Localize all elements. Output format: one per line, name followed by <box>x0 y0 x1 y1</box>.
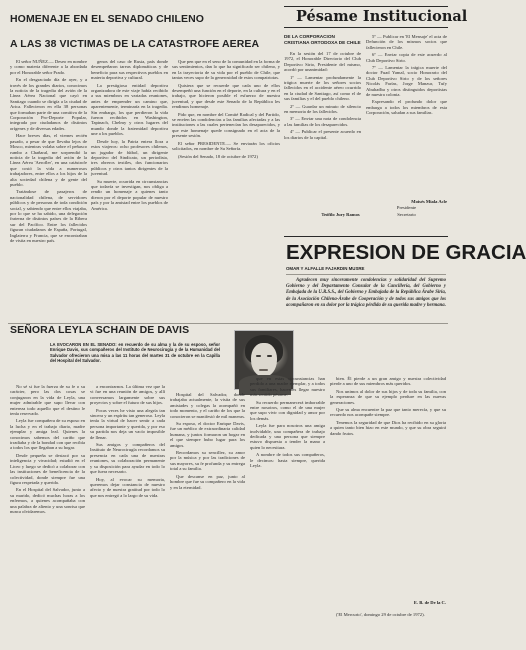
pesame-title: Pésame Institucional <box>296 8 468 25</box>
gracias-title: EXPRESION DE GRACIA <box>286 241 526 264</box>
divider <box>284 236 448 237</box>
pesame-signer-1-role: Presidente <box>396 205 417 210</box>
paragraph: 3º — Enviar una nota de condolencia a las familias de los desaparecidos. <box>284 116 361 127</box>
paragraph: bien. Él pierde a un gran amigo y nuestra colectividad pierde a uno de sus miembros más queridos. <box>330 376 446 387</box>
divider <box>284 27 448 28</box>
paragraph: Agradecen muy sinceramente condolencias y solidaridad del Supremo Gobierno y del Departamento Consular de la Cancillería, del Gobierno y Embajada de la U.R.S.S., del Gobierno y Embajada de la República Árabe Siria, de la Asociación Chilena-Árabe de Cooperación y de todos sus amigos que los acompañaron en su dolor por la trágica pérdida de su querida madre y hermana. <box>286 278 446 308</box>
paragraph: En el Hospital del Salvador, junto a su marido, dedicó muchas horas a los enfermos, a quienes acompañaba con una palabra de aliento y una sonrisa que nunca olvidaremos. <box>10 487 85 514</box>
paragraph: En la sesión del 17 de octubre de 1972, el Honorable Directorio del Club Deportivo Sirio, Presidente del mismo, acordó por unanimidad: <box>284 51 361 73</box>
gracias-from: OMAR Y ALFALLE FAJARDIN MUSRE <box>286 266 365 271</box>
divider <box>286 274 446 275</box>
pesame-org-header: DE LA CORPORACION CRISTIANA ORTODOXA DE CHILE <box>284 34 361 45</box>
paragraph: Desde hoy, la Patria entera llora a estos viajeros: ocho profesores chilenos, un jugador de fútbol, un dirigente deportivo del Sindicato, un periodista, tres obreros textiles, dos funcionarios públicos y otros tantos dirigentes de la juventud. <box>91 138 168 177</box>
senado-headline: A LAS 38 VICTIMAS DE LA CATASTROFE AEREA <box>10 38 260 50</box>
pesame-signer-2-role: Secretario <box>397 212 416 217</box>
paragraph: Que pen que en el seno de la comunidad en la forma de sus sentimientos, dan lo que ha significado ser chileno, y en la trayectoria de su vida por el pueblo de Chile, que tantas veces supo de la generosidad de estos compatriotas. <box>172 59 280 81</box>
leyla-column-2 <box>90 384 165 640</box>
paragraph: Tratándose de pasajeros de nacionalidad chilena, de servidores públicos y de personas de toda condición social, y sabiendo que entre ellos viajaba, por lo que se ha sabido, una delegación fraterna de distintos países de la Ribera sur del Pacífico. Entre los fallecidos figuran ciudadanos de España, Portugal, Inglaterra y Francia, que se encontraban de visita en nuestro país. <box>10 189 87 243</box>
paragraph: No sé si fue la fuerza de su fe o su carácter, pero las dos cosas se conjugaron en la vida de Leyla, una mujer admirable que supo llevar con entereza todo aquello que el destino le tenía reservado. <box>10 384 85 417</box>
paragraph: que en estas circunstancias han perdido a una madre ejemplar, y a todos sus familiares, hacemos llegar nuestro más sentido pésame. <box>250 376 325 398</box>
paragraph: 4º — Publicar el presente acuerdo en los diarios de la capital. <box>284 129 361 140</box>
paragraph: Nos unimos al dolor de sus hijos y de toda su familia, con la esperanza de que su ejemplo perdure en las nuevas generaciones. <box>330 388 446 405</box>
paragraph: Tenemos la seguridad de que Dios ha recibido en su gloria a quien tanto bien hizo en este mundo, y que su obra seguirá dando frutos. <box>330 419 446 436</box>
leyla-signer-note <box>330 612 446 626</box>
paragraph: Su esposo, el doctor Enrique Davis, fue un médico de extraordinaria calidad humana, y juntos formaron un hogar en el que siempre hubo lugar para los amigos. <box>170 421 245 448</box>
portrait-face <box>251 343 277 377</box>
paragraph: Hoy, al evocar su memoria, queremos dejar constancia de nuestro afecto y de nuestra gratitud por todo lo que nos entregó a lo largo de su vida. <box>90 476 165 498</box>
leyla-column-3 <box>170 392 245 640</box>
paragraph: Que su alma encuentre la paz que tanto merecía, y que su recuerdo nos acompañe siempre. <box>330 407 446 418</box>
paragraph: En el desgraciado día de ayer, y a través de los grandes diarios, conocimos la noticia de la tragedia del avión de la Línea Aérea Nacional que cayó en Santiago cuando se dirigía a la ciudad de Arica. Fallecieron en ella 38 personas que formaban parte de una comitiva de la Corporación Pro-Deporte Popular, integrada por ciudadanos de distintos orígenes y de diversas edades. <box>10 77 87 131</box>
senado-kicker: HOMENAJE EN EL SENADO CHILENO <box>10 13 205 25</box>
paragraph: Leyla fue compañera de su esposo en la lucha y en el trabajo diario, madre ejemplar y amiga leal. Quienes la conocimos sabemos del cariño que irradiaba y de la bondad con que recibía a todos los que llegaban a su hogar. <box>10 418 85 451</box>
paragraph: Pido que, en nombre del Comité Radical y del Partido, se envíen las condolencias a las familias afectadas y a las instituciones a las cuales pertenecían los desaparecidos, y que este homenaje quede consignado en el acta de la presente sesión. <box>172 111 280 139</box>
paragraph: 5º — Publicar en 'El Mensaje' el acta de Defunción de los mismos socios que fallecieron en Chile. <box>366 34 447 50</box>
leyla-column-5 <box>330 376 446 596</box>
leyla-signer: E. B. de De la C. <box>413 600 446 605</box>
pesame-column-1 <box>284 51 361 237</box>
senado-column-2 <box>91 59 168 317</box>
senado-column-1 <box>10 59 87 317</box>
paragraph: Pocas veces he visto una alegría tan sincera y un espíritu tan generoso. Leyla tenía la virtud de hacer sentir a cada persona importante y querida, y por eso su partida nos deja un vacío imposible de llenar. <box>90 407 165 440</box>
paragraph: ('El Mercurio', domingo 29 de octubre de 1972). <box>336 612 425 617</box>
paragraph: Recordamos su sencillez, su amor por la música y por las tradiciones de sus mayores, su fe profunda y su entrega total a su familia. <box>170 450 245 472</box>
senado-column-3 <box>172 59 280 317</box>
paragraph: Su recuerdo permanecerá imborrable entre nosotros, como el de una mujer que supo vivir con dignidad y amor por los demás. <box>250 399 325 421</box>
paragraph: Leyla fue para nosotros una amiga inolvidable, una compañera de trabajo dedicada y una persona que siempre estuvo dispuesta a tender la mano a quien lo necesitara. <box>250 423 325 450</box>
portrait-eye <box>267 355 272 357</box>
portrait-mouth <box>259 369 268 371</box>
paragraph: a encontrarnos. La última vez que la vi fue en una reunión de amigos, y allí conversamos largamente sobre sus proyectos y sobre el futuro de sus hijos. <box>90 384 165 406</box>
paragraph: (Sesión del Senado, 18 de octubre de 1972) <box>178 153 258 159</box>
paragraph: El señor PRESIDENTE.— Se enviarán los oficios solicitados, en nombre de Su Señoría. <box>172 140 280 152</box>
pesame-signer-1: Moisés Miala Acle <box>411 199 447 204</box>
portrait-eye <box>256 355 261 357</box>
paragraph: Desde pequeña se destacó por su inteligencia y vivacidad; estudió en el Liceo y luego se dedicó a colaborar con las instituciones de beneficencia de la colectividad, donde siempre fue una figura respetada y querida. <box>10 452 85 485</box>
paragraph: Quisiera que se recuerde que cada uno de ellos desempeñó una función en el deporte, en la cultura y en el trabajo, que hicieron posible el esfuerzo de nuestra juventud, y que desde este Senado de la República les rendimos homenaje. <box>172 82 280 110</box>
leyla-headline: SEÑORA LEYLA SCHAIN DE DAVIS <box>10 324 190 336</box>
pesame-signer-2: Teófilo Jury Ramos <box>321 212 360 217</box>
paragraph: Hace breves días, el viernes recién pasado, a pesar de que llevaba lejos de Mosco, mientras volaba sobre el peñasco rumbo a Chañaral, me sorprendió la noticia de la tragedia del avión de la Línea Aérea 'Aerofler', en una catástrofe que costó la vida a numerosos trabajadores, entre ellos a los hijos de la alta sociedad chilena y de gente del pueblo. <box>10 133 87 187</box>
paragraph: 7º — Lamentar la trágica muerte del doctor Fuad Yamal, socio Honorario del Club Deportivo Sirio y de los señores Nicolás Farías, Jorge Manzur, Tufy Abuhadba y otros distinguidos deportistas de nuestra colonia. <box>366 65 447 98</box>
divider <box>284 6 448 7</box>
paragraph: Expresando el profundo dolor que embarga a todos los miembros de esta Corporación, saludan a sus familias. <box>366 99 447 116</box>
paragraph: El señor NUÑEZ.— Deseo en nombre y como materia diferente a la abordada por el Honorable señor Prado. <box>10 59 87 75</box>
paragraph: La prestigiosa entidad deportiva organizadora de este viaje había recibido a sus miembros en variadas reuniones, antes de emprender un camino que, aparentemente, terminaría en la tragedia. Sin embargo, los que perdieron la vida fueron recibidos en Washington, Tapinach, Chelmy y otros lugares del mundo donde la fraternidad deportiva une a los pueblos. <box>91 82 168 137</box>
paragraph: Que descanse en paz, junto al hombre que fue su compañero en la vida y en la eternidad. <box>170 473 245 490</box>
gracias-body <box>286 278 446 320</box>
paragraph: Hospital del Salvador, donde trabajaba actualmente, la visita de sus amistades y colegas la acompañó en todo momento, y el cariño de los que la conocieron se manifestó de mil maneras. <box>170 392 246 419</box>
paragraph: 6º — Enviar copia de este acuerdo al Club Deportivo Sirio. <box>366 52 447 63</box>
paragraph: genos del caso de Rusia, país donde desempeñaron tareas diplomáticas y de beneficio para sus respectivos pueblos en materia deportiva y cultural. <box>91 59 168 81</box>
paragraph: 2º — Guardar un minuto de silencio en memoria de los fallecidos. <box>284 103 361 115</box>
leyla-lead: LA EVOCARON EN EL SENADO: en recuerdo de su alma y la de su esposo, señor Enrique Davis, sus compañeros del Instituto de Neurocirugía y de la Humanidad del Salvador ofrecieron una misa a las 11 horas del martes 31 de octubre en la Capilla del Hospital del Salvador. <box>50 342 220 364</box>
paragraph: Sus amigos y compañeros del Instituto de Neurocirugía recordamos su presencia en cada una de nuestras reuniones, su colaboración permanente y su disposición para ayudar en todo lo que fuera necesario. <box>90 442 165 475</box>
leyla-column-1 <box>10 384 85 640</box>
paragraph: Su muerte, ocurrida en circunstancias que todavía se investigan, nos obliga a rendir un homenaje a quienes tanto dieron por el deporte popular de nuestro país y por la amistad entre los pueblos de América. <box>91 178 168 211</box>
leyla-column-4 <box>250 376 325 640</box>
paragraph: 1º — Lamentar profundamente la trágica muerte de los señores socios fallecidos en el accidente aéreo ocurrido en la ciudad de Santiago, así como el de sus familias y el del pueblo chileno. <box>284 74 361 102</box>
pesame-column-2 <box>366 34 447 197</box>
paragraph: A nombre de todos sus compañeros, le decimos: hasta siempre, querida Leyla. <box>250 452 325 469</box>
